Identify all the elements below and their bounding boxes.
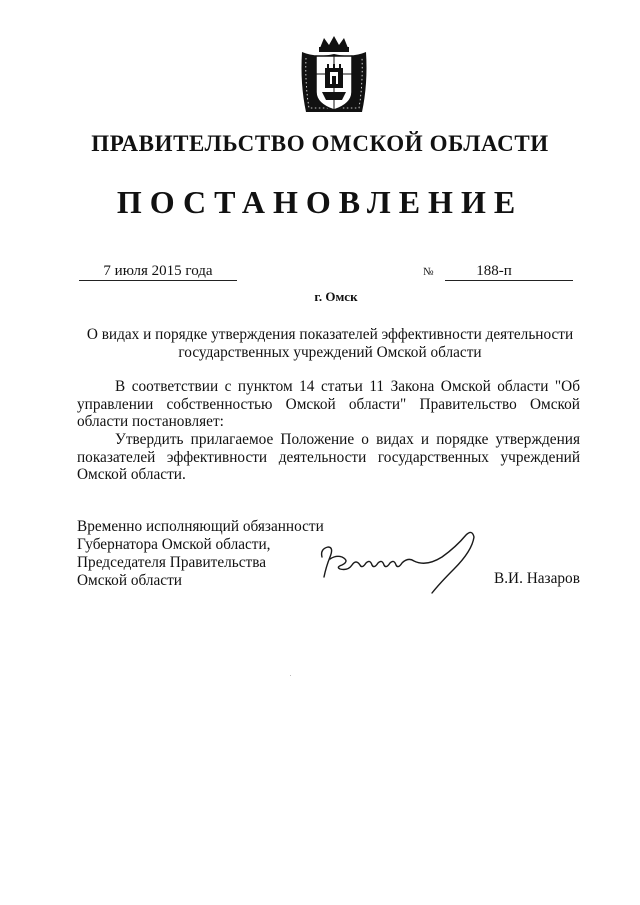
signer-line-4: Омской области [77, 572, 182, 589]
number-value: 188-п [445, 262, 573, 281]
subject-line-1: О видах и порядке утверждения показателей эффективности деятельности [86, 326, 574, 343]
signer-position [77, 518, 324, 590]
government-title: ПРАВИТЕЛЬСТВО ОМСКОЙ ОБЛАСТИ [91, 131, 549, 156]
handwritten-signature-icon [316, 527, 486, 595]
document-date: 7 июля 2015 года [79, 262, 237, 281]
signer-line-3: Председателя Правительства [77, 554, 267, 571]
subject-line-2: государственных учреждений Омской области [178, 344, 482, 361]
signer-line-1: Временно исполняющий обязанности [77, 518, 324, 535]
scan-speck [290, 675, 291, 676]
signer-name: В.И. Назаров [494, 570, 580, 587]
signer-line-2: Губернатора Омской области, [77, 536, 271, 553]
body-paragraph-2: Утвердить прилагаемое Положение о видах и порядке утверждения показателей эффективности деятельности государственных учреждений Омской области. [77, 431, 580, 483]
number-label: № [423, 266, 434, 278]
body-paragraph-1: В соответствии с пунктом 14 статьи 11 Закона Омской области "Об управлении собственностью Омской области" Правительство Омской области постановляет: [77, 378, 580, 430]
coat-of-arms-icon [292, 34, 376, 118]
document-city: г. Омск [314, 289, 358, 304]
document-number [423, 262, 578, 281]
document-type-heading: ПОСТАНОВЛЕНИЕ [116, 184, 524, 220]
document-subject [60, 326, 600, 362]
